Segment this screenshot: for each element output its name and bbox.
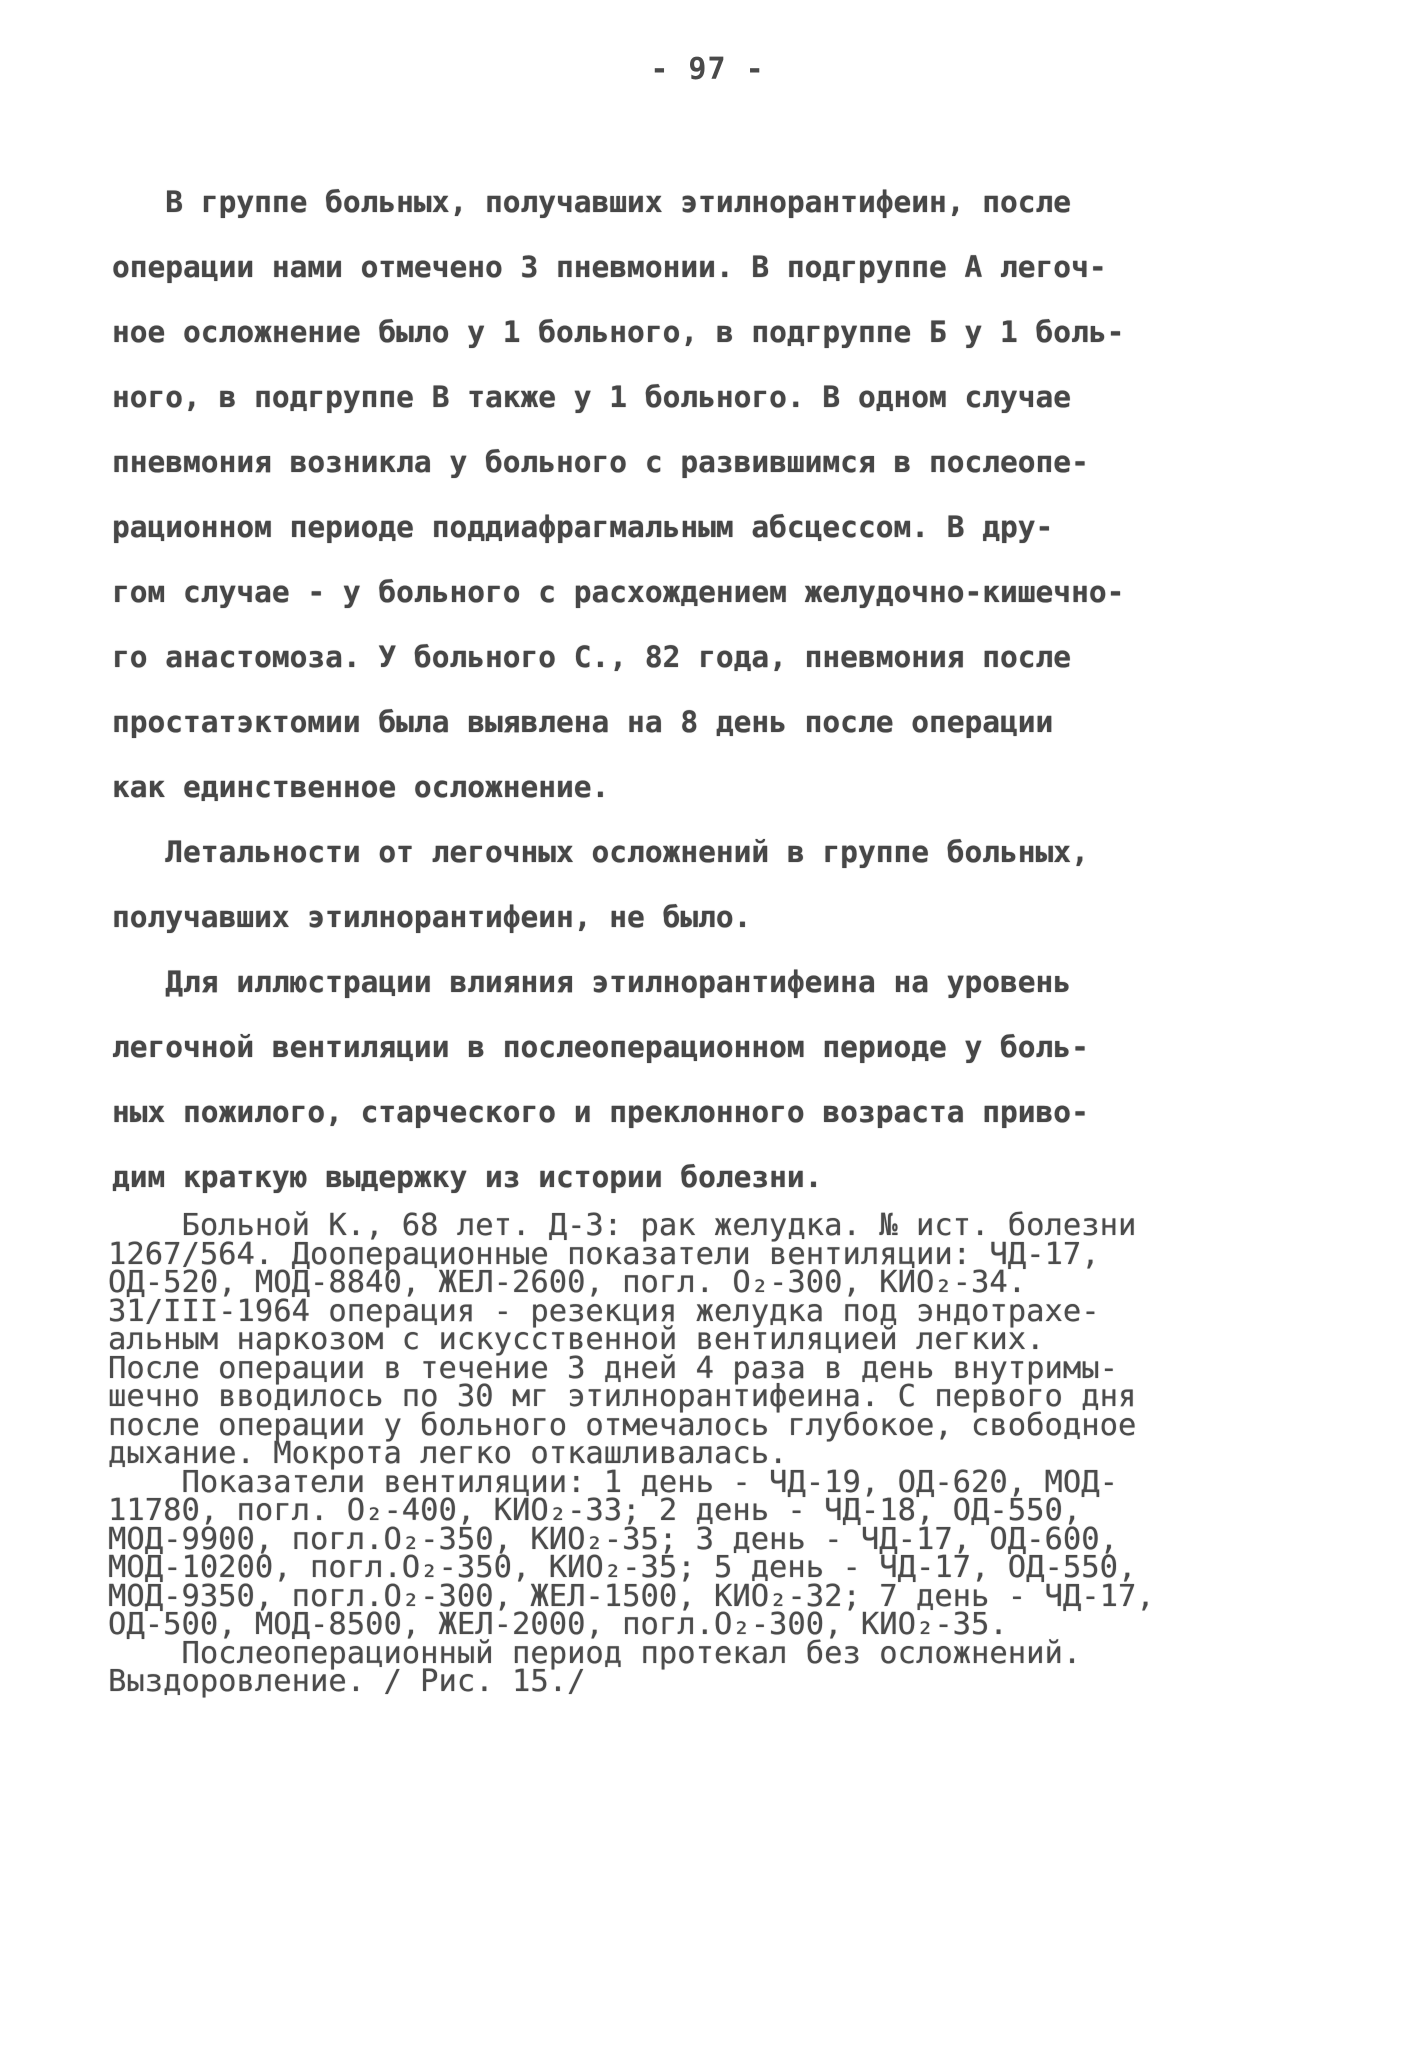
case-line: МОД-9900, погл.О₂-350, КИО₂-35; 3 день - ЧД-17, ОД-600, xyxy=(108,1521,1118,1557)
page-number: - 97 - xyxy=(650,52,765,87)
case-line: ОД-520, МОД-8840, ЖЕЛ-2600, погл. О₂-300, КИО₂-34. xyxy=(108,1265,1027,1300)
paragraph-line: ное осложнение было у 1 больного, в подгруппе Б у 1 боль- xyxy=(112,315,1125,349)
case-line: 31/III-1964 операция - резекция желудка под эндотрахе- xyxy=(108,1293,1100,1329)
paragraph-line: В группе больных, получавших этилнорантифеин, после xyxy=(112,185,1072,219)
paragraph-line: го анастомоза. У больного С., 82 года, пневмония после xyxy=(112,640,1072,674)
paragraph-line: ного, в подгруппе В также у 1 больного. В одном случае xyxy=(112,380,1072,414)
case-line: Выздоровление. / Рис. 15./ xyxy=(108,1664,586,1699)
case-line: МОД-10200, погл.О₂-350, КИО₂-35; 5 день - ЧД-17, ОД-550, xyxy=(108,1550,1137,1585)
case-line: 11780, погл. О₂-400, КИО₂-33; 2 день - ЧД-18, ОД-550, xyxy=(108,1493,1082,1528)
paragraph-line: Летальности от легочных осложнений в группе больных, xyxy=(112,835,1089,869)
case-line: альным наркозом с искусственной вентиляцией легких. xyxy=(108,1322,1045,1357)
paragraph-line: простатэктомии была выявлена на 8 день после операции xyxy=(112,705,1054,739)
case-line: ОД-500, МОД-8500, ЖЕЛ-2000, погл.О₂-300, КИО₂-35. xyxy=(108,1607,1008,1642)
case-line: Послеоперационный период протекал без осложнений. xyxy=(108,1635,1082,1671)
paragraph-line: рационном периоде поддиафрагмальным абсцессом. В дру- xyxy=(112,510,1054,544)
paragraph-line: легочной вентиляции в послеоперационном периоде у боль- xyxy=(112,1030,1089,1064)
paragraph-line: дим краткую выдержку из истории болезни. xyxy=(112,1160,823,1194)
paragraph-line: ных пожилого, старческого и преклонного возраста приво- xyxy=(112,1095,1089,1129)
case-line: шечно вводилось по 30 мг этилнорантифеина. С первого дня xyxy=(108,1379,1137,1414)
paragraph-line: как единственное осложнение. xyxy=(112,770,610,804)
paragraph-line: пневмония возникла у больного с развившимся в послеопе- xyxy=(112,445,1089,479)
case-line: 1267/564. Дооперационные показатели вентиляции: ЧД-17, xyxy=(108,1236,1100,1272)
paragraph-line: гом случае - у больного с расхождением желудочно-кишечно- xyxy=(112,575,1125,609)
main-paragraphs xyxy=(112,170,1327,1210)
case-line: после операции у больного отмечалось глубокое, свободное xyxy=(108,1407,1137,1443)
case-line: МОД-9350, погл.О₂-300, ЖЕЛ-1500, КИО₂-32; 7 день - ЧД-17, xyxy=(108,1578,1155,1614)
case-line: дыхание. Мокрота легко откашливалась. xyxy=(108,1436,788,1471)
case-history-excerpt xyxy=(108,1208,1328,1699)
paragraph-line: Для иллюстрации влияния этилнорантифеина на уровень xyxy=(112,965,1072,999)
case-line: Больной К., 68 лет. Д-З: рак желудка. № ист. болезни xyxy=(108,1208,1137,1243)
paragraph-line: получавших этилнорантифеин, не было. xyxy=(112,900,752,934)
case-line: После операции в течение 3 дней 4 раза в день внутримы- xyxy=(108,1350,1118,1386)
case-line: Показатели вентиляции: 1 день - ЧД-19, ОД-620, МОД- xyxy=(108,1464,1118,1500)
paragraph-line: операции нами отмечено 3 пневмонии. В подгруппе А легоч- xyxy=(112,250,1107,284)
